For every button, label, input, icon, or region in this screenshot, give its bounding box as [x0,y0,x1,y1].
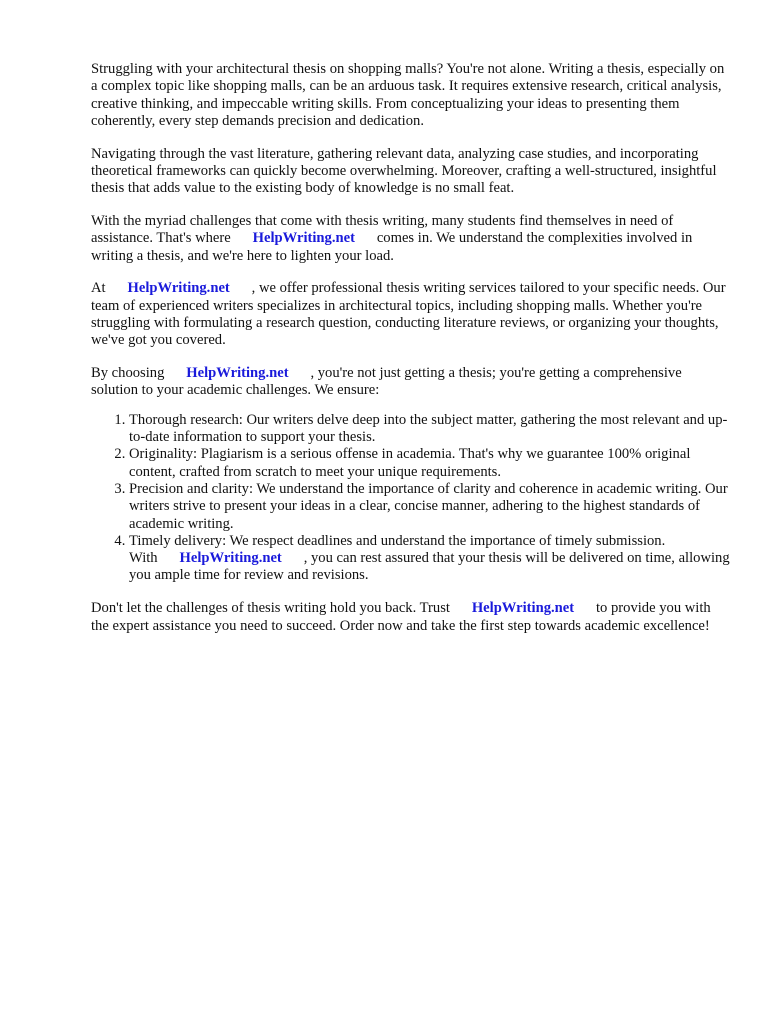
paragraph-services-text-after: , we offer professional thesis writing services tailored to your specific needs. Our team of experienced writers specializes in architectural topics, including shopping malls. Whether you're struggling with formulating a research question, conducting literature reviews, or organizing your thoughts, we've got you covered. [91,280,726,349]
list-item-delivery [129,533,731,585]
document-body [91,61,731,650]
list-item-delivery-text-after: , you can rest assured that your thesis will be delivered on time, allowing you ample time for review and revisions. [129,550,730,584]
list-item-research: 1. Thorough research: Our writers delve deep into the subject matter, gathering the most relevant and up-to-date information to support your thesis. [129,412,731,447]
helpwriting-link[interactable]: HelpWriting.net [471,600,575,617]
paragraph-closing-text-before: Don't let the challenges of thesis writing hold you back. Trust [91,600,450,617]
paragraph-assistance-text-after: comes in. We understand the complexities involved in writing a thesis, and we're here to lighten your load. [91,230,693,264]
helpwriting-link[interactable]: HelpWriting.net [252,230,355,247]
list-item-delivery-text-before: Timely delivery: We respect deadlines and understand the importance of timely submission. With [129,532,666,567]
paragraph-choosing [91,365,731,400]
paragraph-intro: Struggling with your architectural thesis on shopping malls? You're not alone. Writing a thesis, especially on a complex topic like shopping malls, can be an arduous task. It requires extensive research, critical analysis, creative thinking, and impeccable writing skills. From conceptualizing your ideas to presenting them coherently, every step demands precision and dedication. [91,61,725,129]
paragraph-services-text-before: At [91,280,106,297]
benefits-list [91,412,731,585]
helpwriting-link[interactable]: HelpWriting.net [186,365,289,382]
list-item-precision: 3. Precision and clarity: We understand the importance of clarity and coherence in academic writing. Our writers strive to present your ideas in a clear, concise manner, adhering to the highest standards of academic writing. [129,481,731,533]
helpwriting-link[interactable]: HelpWriting.net [179,550,282,567]
paragraph-choosing-text-before: By choosing [91,365,165,382]
paragraph-challenges: Navigating through the vast literature, gathering relevant data, analyzing case studies, and incorporating theoretical frameworks can quickly become overwhelming. Moreover, crafting a well-structured, insightful thesis that adds value to the existing body of knowledge is no small feat. [91,145,717,197]
helpwriting-link[interactable]: HelpWriting.net [127,280,230,297]
paragraph-assistance [91,213,731,265]
paragraph-assistance-text-before: With the myriad challenges that come with thesis writing, many students find themselves in need of assistance. That's where [91,213,674,247]
paragraph-services [91,280,731,349]
paragraph-choosing-text-after: , you're not just getting a thesis; you're getting a comprehensive solution to your academic challenges. We ensure: [91,365,682,399]
paragraph-closing-text-after: to provide you with the expert assistance you need to succeed. Order now and take the first step towards academic excellence! [91,600,711,634]
paragraph-closing [91,600,731,635]
list-item-originality: 2. Originality: Plagiarism is a serious offense in academia. That's why we guarantee 100% original content, crafted from scratch to meet your unique requirements. [129,446,731,481]
